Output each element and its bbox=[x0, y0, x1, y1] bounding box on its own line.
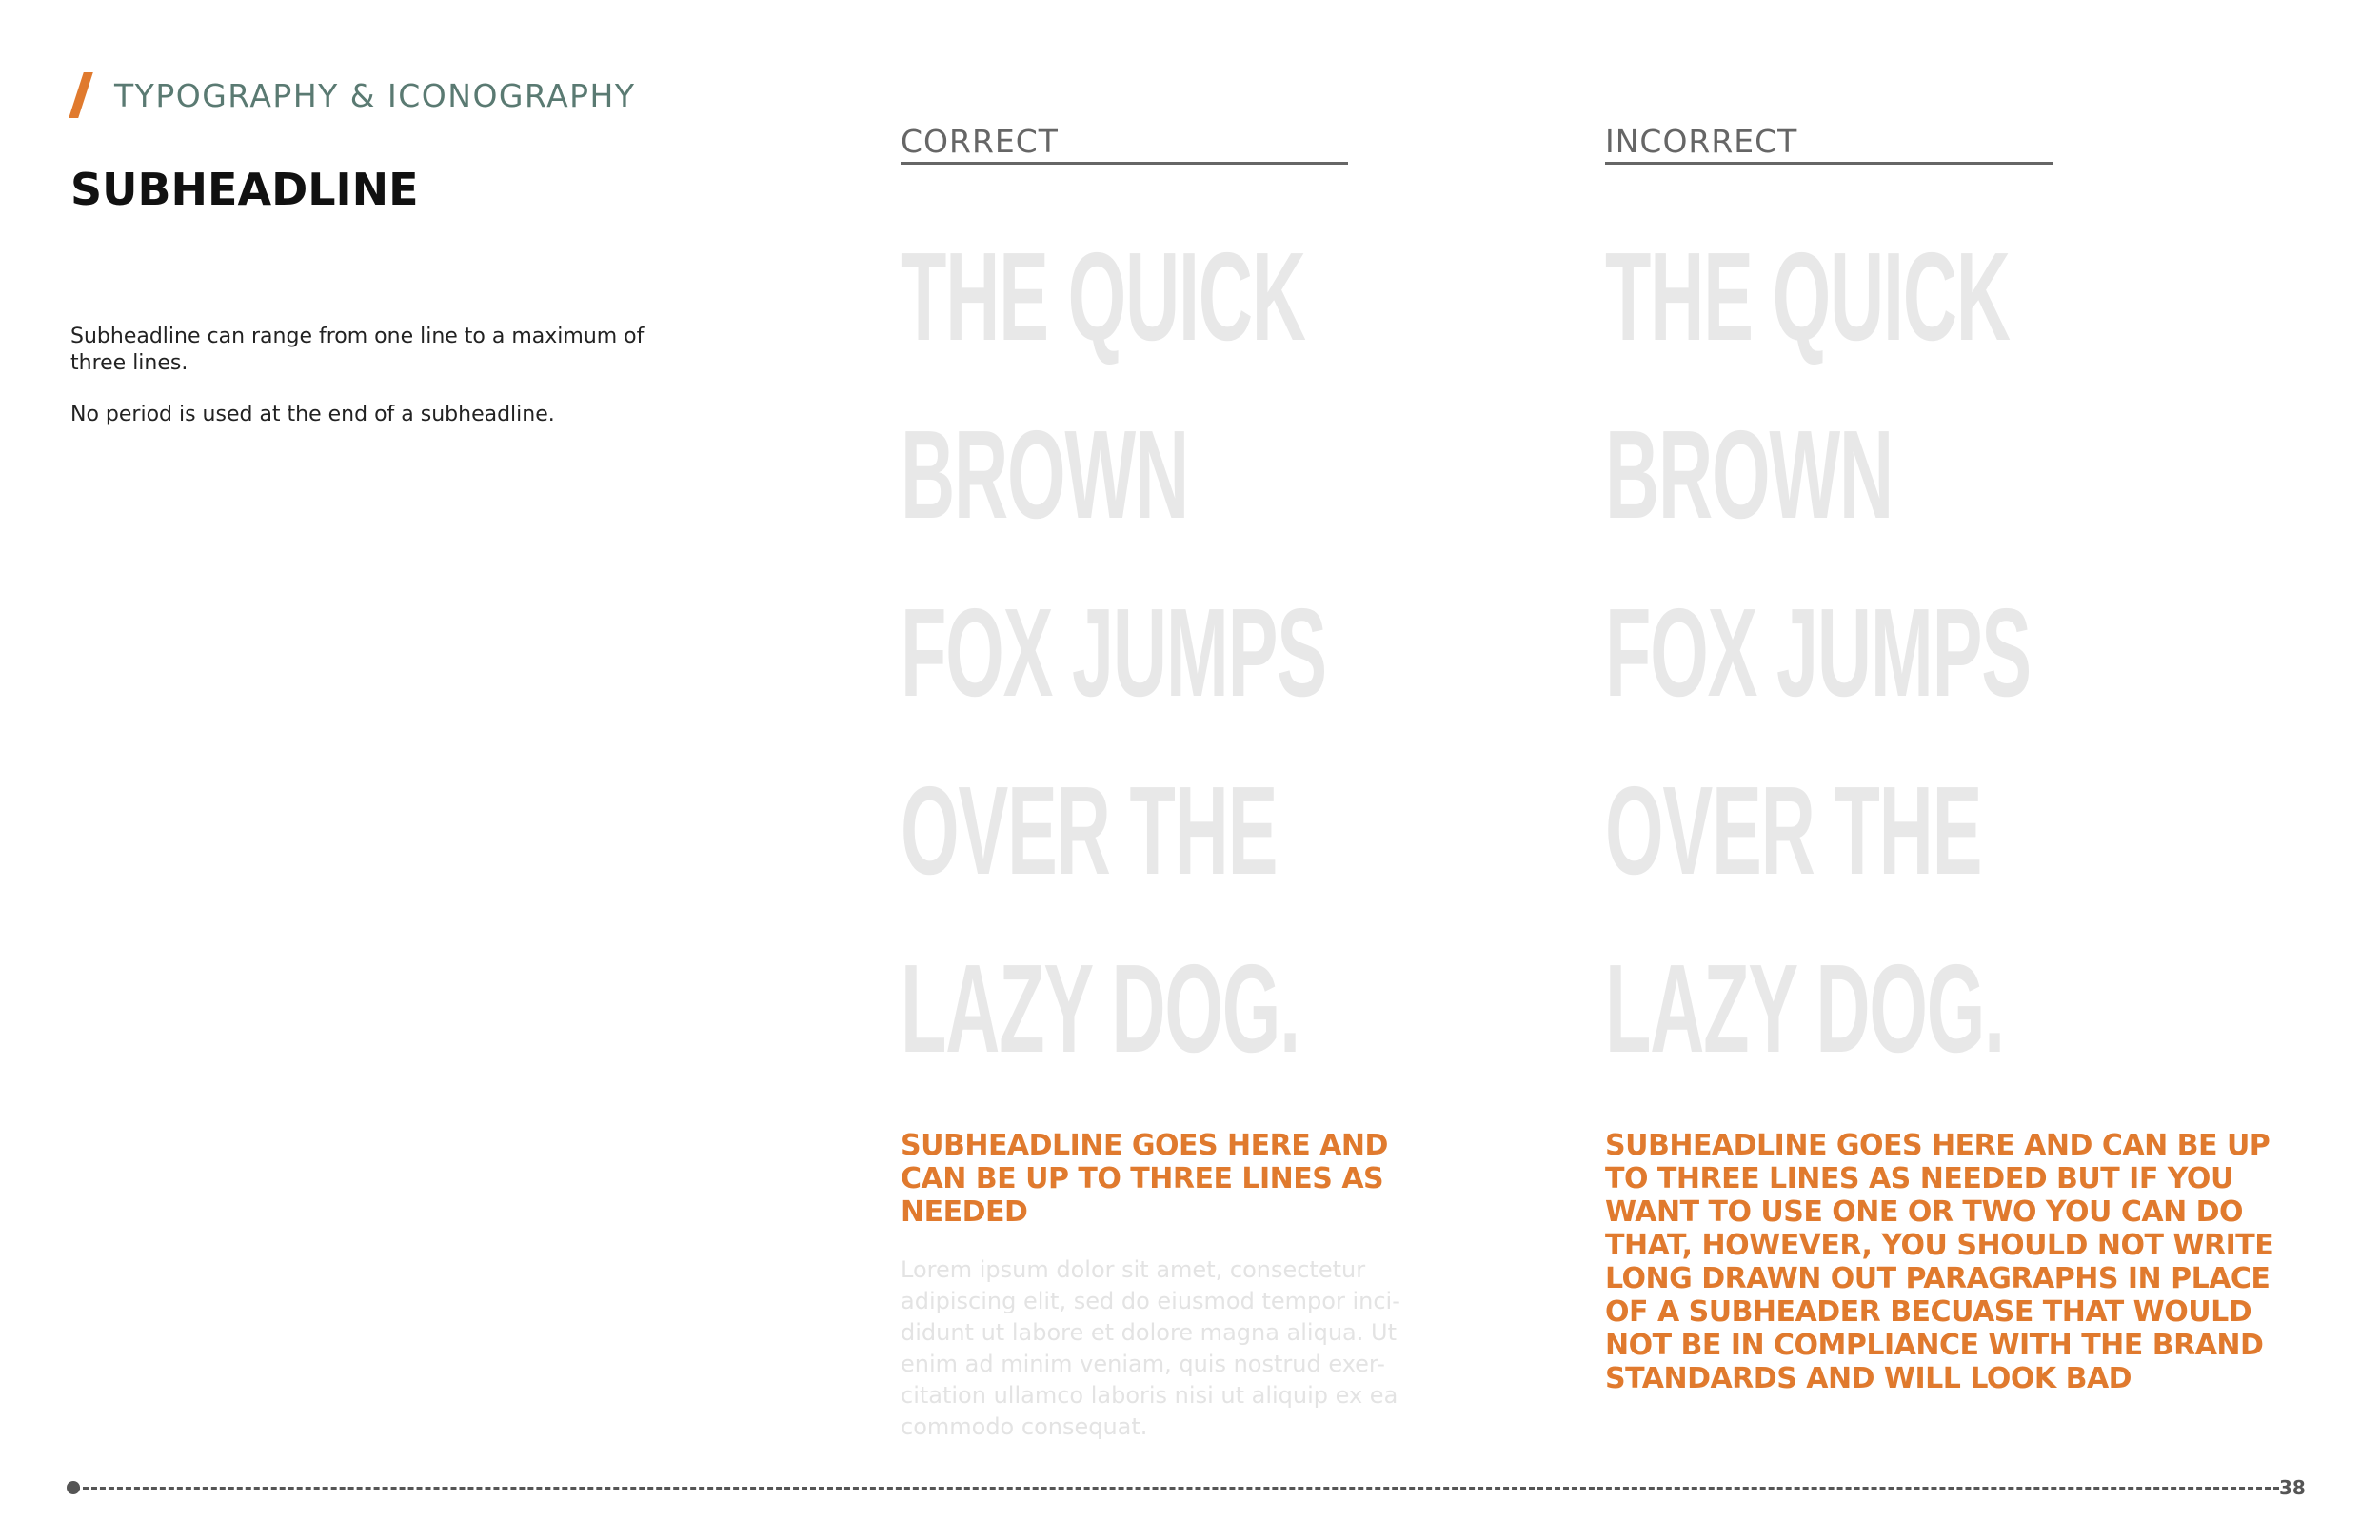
correct-label: CORRECT bbox=[901, 124, 1348, 165]
slash-accent-icon bbox=[69, 72, 93, 118]
page-title: SUBHEADLINE bbox=[70, 164, 419, 215]
description-no-period: No period is used at the end of a subheadline. bbox=[70, 403, 555, 426]
incorrect-sample-headline: THE QUICK BROWN FOX JUMPS OVER THE LAZY DOG. bbox=[1605, 227, 2031, 1078]
description-line-count: Subheadline can range from one line to a maximum of three lines. bbox=[70, 325, 645, 375]
incorrect-subheadline: SUBHEADLINE GOES HERE AND CAN BE UP TO THREE LINES AS NEEDED BUT IF YOU WANT TO USE ONE OR TWO YOU CAN DO THAT, HOWEVER, YOU SHOULD NOT WRITE LONG DRAWN OUT PARAGRAPHS IN PLACE OF A SUBHEADER BECUASE THAT WOULD NOT BE IN COMPLIANCE WITH THE BRAND STANDARDS AND WILL LOOK BAD bbox=[1605, 1129, 2274, 1395]
section-header bbox=[69, 69, 636, 122]
correct-subheadline: SUBHEADLINE GOES HERE AND CAN BE UP TO THREE LINES AS NEEDED bbox=[901, 1129, 1388, 1229]
correct-sample-headline: THE QUICK BROWN FOX JUMPS OVER THE LAZY DOG. bbox=[901, 227, 1326, 1078]
page-number: 38 bbox=[2279, 1476, 2306, 1499]
correct-body-text: Lorem ipsum dolor sit amet, consectetur adipiscing elit, sed do eiusmod tempor inci-didunt ut labore et dolore magna aliqua. Ut enim ad minim veniam, quis nostrud exer-citation ullamco laboris nisi ut aliquip ex ea commodo consequat. bbox=[901, 1256, 1400, 1440]
incorrect-label: INCORRECT bbox=[1605, 124, 2053, 165]
footer-divider bbox=[74, 1487, 2279, 1490]
section-title: TYPOGRAPHY & ICONOGRAPHY bbox=[114, 76, 636, 114]
